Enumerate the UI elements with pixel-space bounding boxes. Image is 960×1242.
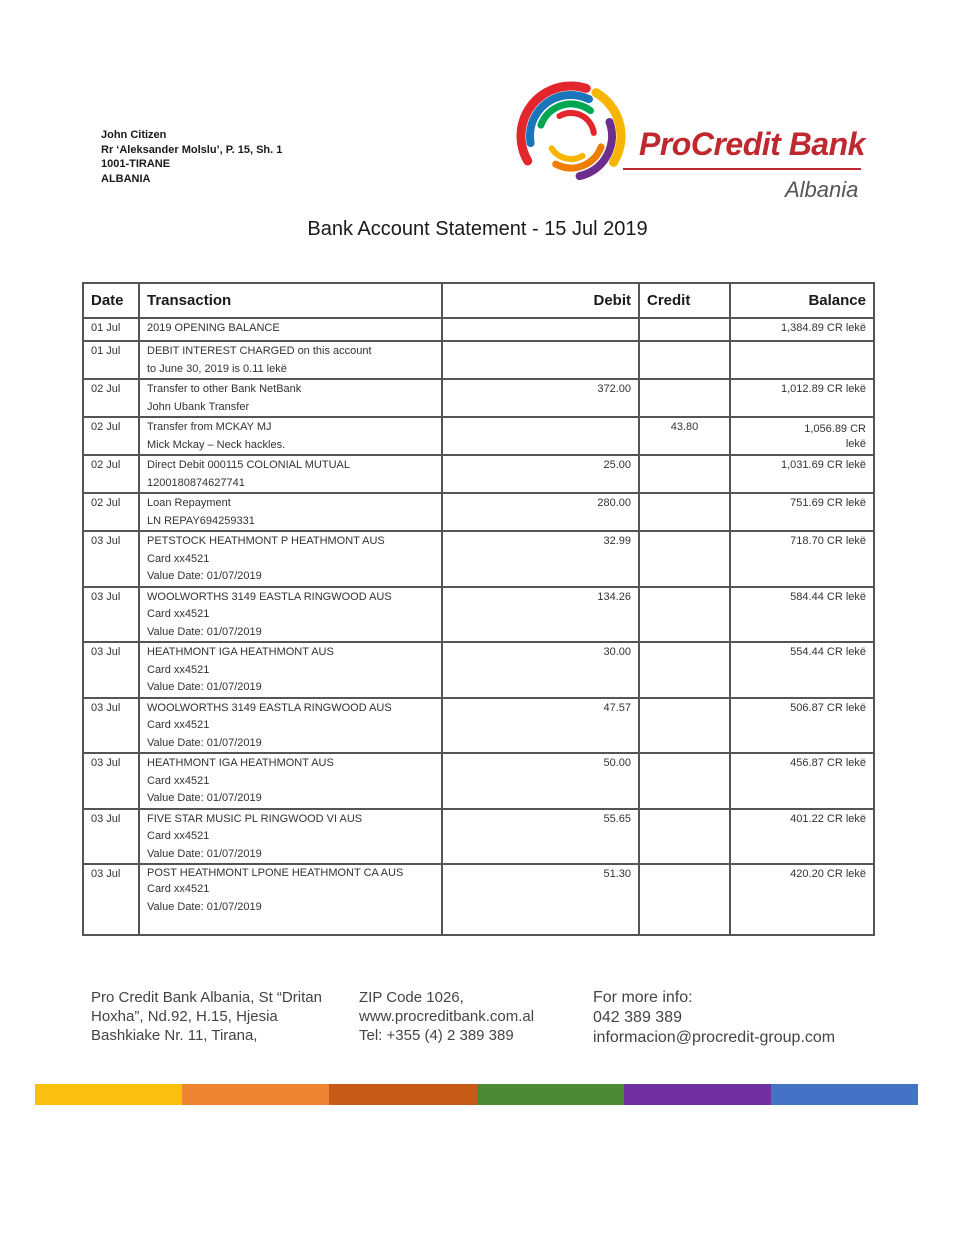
header-debit: Debit: [442, 283, 639, 318]
row-date: 01 Jul: [83, 341, 139, 379]
table-header-row: [83, 283, 874, 318]
recipient-address: [101, 128, 282, 186]
color-segment: [477, 1084, 624, 1105]
color-segment: [624, 1084, 771, 1105]
row-balance: [730, 417, 874, 455]
transaction-line: 2019 OPENING BALANCE: [147, 322, 280, 334]
transaction-line: HEATHMONT IGA HEATHMONT AUS: [147, 646, 334, 658]
row-balance: 1,384.89 CR lekë: [730, 318, 874, 341]
header-balance: Balance: [730, 283, 874, 318]
footer-info: [593, 988, 893, 1048]
row-transaction: [139, 379, 442, 417]
row-date: 02 Jul: [83, 417, 139, 455]
transaction-line: Direct Debit 000115 COLONIAL MUTUAL: [147, 459, 350, 471]
table-row: [83, 864, 874, 935]
row-credit: 43.80: [639, 417, 730, 455]
table-row: [83, 493, 874, 531]
header-credit: Credit: [639, 283, 730, 318]
transaction-line: Card xx4521: [147, 883, 210, 895]
table-row: [83, 531, 874, 587]
row-transaction: [139, 531, 442, 587]
row-credit: [639, 318, 730, 341]
table-row: [83, 379, 874, 417]
table-row: [83, 587, 874, 643]
transaction-line: Value Date: 01/07/2019: [147, 570, 262, 582]
row-balance: 751.69 CR lekë: [730, 493, 874, 531]
recipient-country: ALBANIA: [101, 172, 151, 185]
transaction-line: DEBIT INTEREST CHARGED on this account: [147, 345, 372, 357]
row-balance-text: 1,056.89 CR lekë: [804, 423, 866, 450]
color-segment: [182, 1084, 329, 1105]
transaction-line: Transfer from MCKAY MJ: [147, 421, 272, 433]
row-date: 02 Jul: [83, 455, 139, 493]
transaction-line: 1200180874627741: [147, 476, 245, 489]
transaction-line: Card xx4521: [147, 663, 210, 676]
row-credit: [639, 809, 730, 865]
row-debit: 50.00: [442, 753, 639, 809]
footer-bank-address: [91, 988, 346, 1045]
transaction-line: John Ubank Transfer: [147, 400, 250, 413]
table-row: [83, 455, 874, 493]
row-transaction: [139, 455, 442, 493]
transaction-line: Value Date: 01/07/2019: [147, 847, 262, 860]
transaction-line: PETSTOCK HEATHMONT P HEATHMONT AUS: [147, 535, 385, 547]
transaction-line: Card xx4521: [147, 830, 210, 842]
row-date: 03 Jul: [83, 809, 139, 865]
header-date: Date: [83, 283, 139, 318]
row-debit: 280.00: [442, 493, 639, 531]
transaction-line: Value Date: 01/07/2019: [147, 736, 262, 749]
color-segment: [329, 1084, 476, 1105]
transaction-line: Card xx4521: [147, 774, 210, 787]
row-credit: [639, 864, 730, 935]
row-transaction: [139, 642, 442, 698]
row-transaction: [139, 587, 442, 643]
statement-title: Bank Account Statement - 15 Jul 2019: [307, 218, 648, 240]
row-credit: [639, 493, 730, 531]
row-date: 03 Jul: [83, 753, 139, 809]
row-debit: [442, 318, 639, 341]
footer-info-phone: 042 389 389: [593, 1009, 682, 1026]
transaction-line: Value Date: 01/07/2019: [147, 792, 262, 804]
row-transaction: [139, 493, 442, 531]
row-transaction: [139, 753, 442, 809]
header-transaction: Transaction: [139, 283, 442, 318]
footer-line: Hoxha”, Nd.92, H.15, Hjesia: [91, 1008, 278, 1025]
row-debit: 372.00: [442, 379, 639, 417]
footer-line: Bashkiake Nr. 11, Tirana,: [91, 1027, 258, 1044]
row-balance: 554.44 CR lekë: [730, 642, 874, 698]
row-transaction: [139, 809, 442, 865]
row-date: 03 Jul: [83, 587, 139, 643]
transaction-line: POST HEATHMONT LPONE HEATHMONT CA AUS: [147, 867, 404, 879]
row-balance: 506.87 CR lekë: [730, 698, 874, 754]
transaction-line: WOOLWORTHS 3149 EASTLA RINGWOOD AUS: [147, 590, 392, 603]
row-date: 03 Jul: [83, 864, 139, 935]
row-credit: [639, 587, 730, 643]
row-transaction: [139, 698, 442, 754]
row-debit: [442, 417, 639, 455]
row-balance: 401.22 CR lekë: [730, 809, 874, 865]
row-balance: 718.70 CR lekë: [730, 531, 874, 587]
recipient-name: John Citizen: [101, 129, 167, 141]
transaction-line: Value Date: 01/07/2019: [147, 900, 262, 913]
transaction-line: Value Date: 01/07/2019: [147, 625, 262, 638]
transaction-line: Value Date: 01/07/2019: [147, 681, 262, 693]
row-transaction: [139, 864, 442, 935]
row-date: 03 Jul: [83, 642, 139, 698]
row-debit: [442, 341, 639, 379]
table-row: [83, 417, 874, 455]
bank-logo-name: ProCredit Bank: [639, 126, 865, 162]
statement-rows: [83, 318, 874, 935]
transaction-line: Card xx4521: [147, 608, 210, 620]
table-row: [83, 341, 874, 379]
footer-website-link[interactable]: www.procreditbank.com.al: [359, 1008, 535, 1025]
row-credit: [639, 379, 730, 417]
statement-table: [82, 282, 875, 936]
row-credit: [639, 642, 730, 698]
row-balance: 420.20 CR lekë: [730, 864, 874, 935]
row-balance: 1,031.69 CR lekë: [730, 455, 874, 493]
row-credit: [639, 531, 730, 587]
transaction-line: LN REPAY694259331: [147, 514, 255, 527]
row-transaction: [139, 318, 442, 341]
row-credit: [639, 455, 730, 493]
row-date: 03 Jul: [83, 531, 139, 587]
transaction-line: Transfer to other Bank NetBank: [147, 383, 302, 395]
brand-color-bar: [35, 1084, 918, 1105]
row-balance: 584.44 CR lekë: [730, 587, 874, 643]
table-row: [83, 753, 874, 809]
row-credit: [639, 698, 730, 754]
color-segment: [771, 1084, 918, 1105]
transaction-line: Card xx4521: [147, 552, 210, 565]
bank-logo-underline: [623, 168, 861, 170]
row-date: 02 Jul: [83, 493, 139, 531]
row-debit: 47.57: [442, 698, 639, 754]
row-balance: 456.87 CR lekë: [730, 753, 874, 809]
row-debit: 51.30: [442, 864, 639, 935]
transaction-line: to June 30, 2019 is 0.11 lekë: [147, 362, 287, 375]
row-debit: 55.65: [442, 809, 639, 865]
row-transaction: [139, 341, 442, 379]
table-row: [83, 318, 874, 341]
row-balance: 1,012.89 CR lekë: [730, 379, 874, 417]
row-debit: 30.00: [442, 642, 639, 698]
transaction-line: FIVE STAR MUSIC PL RINGWOOD VI AUS: [147, 812, 363, 825]
footer-info-label: For more info:: [593, 989, 693, 1006]
recipient-city: 1001-TIRANE: [101, 158, 171, 170]
table-row: [83, 809, 874, 865]
footer-phone: Tel: +355 (4) 2 389 389: [359, 1027, 514, 1044]
transaction-line: Mick Mckay – Neck hackles.: [147, 438, 286, 451]
transaction-line: Card xx4521: [147, 719, 210, 731]
row-date: 02 Jul: [83, 379, 139, 417]
footer-contact: [359, 988, 579, 1045]
recipient-street: Rr ‘Aleksander Molslu’, P. 15, Sh. 1: [101, 143, 283, 156]
footer-zip: ZIP Code 1026,: [359, 989, 464, 1006]
row-transaction: [139, 417, 442, 455]
row-debit: 25.00: [442, 455, 639, 493]
row-credit: [639, 341, 730, 379]
table-row: [83, 642, 874, 698]
transaction-line: HEATHMONT IGA HEATHMONT AUS: [147, 757, 334, 769]
color-segment: [35, 1084, 182, 1105]
row-credit: [639, 753, 730, 809]
footer-email-link[interactable]: informacion@procredit-group.com: [593, 1029, 836, 1046]
row-debit: 32.99: [442, 531, 639, 587]
footer-line: Pro Credit Bank Albania, St “Dritan: [91, 989, 322, 1006]
bank-logo-country: Albania: [785, 177, 859, 202]
table-row: [83, 698, 874, 754]
row-balance: [730, 341, 874, 379]
bank-logo: [515, 70, 870, 205]
transaction-line: Loan Repayment: [147, 497, 231, 509]
transaction-line: WOOLWORTHS 3149 EASTLA RINGWOOD AUS: [147, 701, 392, 714]
row-date: 03 Jul: [83, 698, 139, 754]
row-debit: 134.26: [442, 587, 639, 643]
row-date: 01 Jul: [83, 318, 139, 341]
bank-logo-emblem-icon: [515, 70, 630, 205]
